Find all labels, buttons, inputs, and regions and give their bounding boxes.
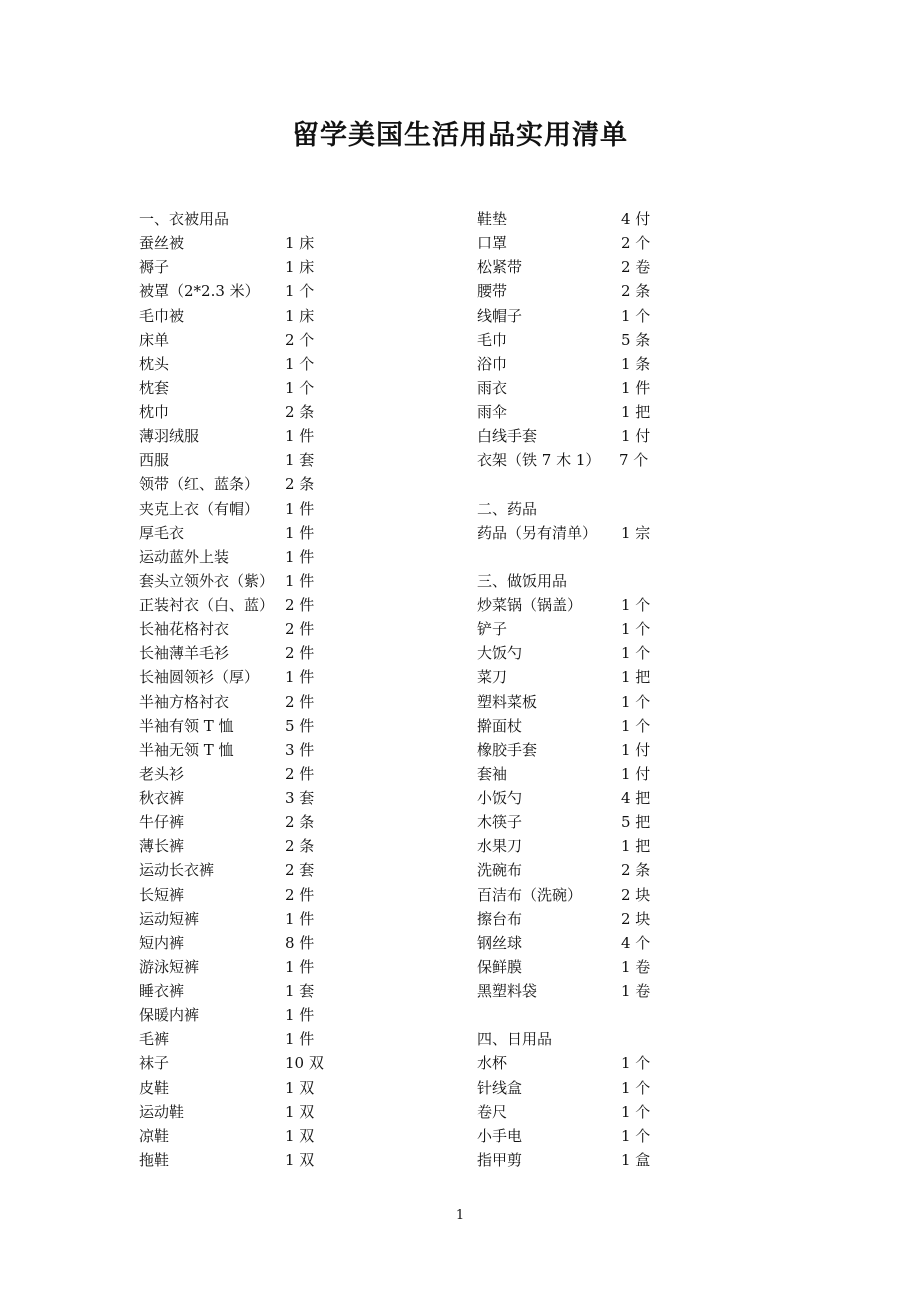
list-item [477, 255, 737, 279]
list-item [139, 255, 439, 279]
list-item [477, 207, 737, 231]
item-name: 擀面杖 [477, 716, 523, 735]
list-item [139, 400, 439, 424]
item-quantity: 1 床 [285, 306, 315, 325]
item-name: 半袖方格衬衣 [139, 692, 230, 711]
item-quantity: 2 件 [285, 644, 315, 663]
section-header [477, 569, 737, 593]
list-item [139, 231, 439, 255]
item-quantity: 1 床 [285, 234, 315, 253]
list-item [139, 810, 439, 834]
item-name: 长袖花格衬衣 [139, 620, 230, 639]
list-item [139, 738, 439, 762]
item-name: 雨衣 [477, 378, 508, 397]
item-quantity: 1 双 [285, 1150, 315, 1169]
list-item [139, 762, 439, 786]
list-item [477, 955, 737, 979]
item-quantity: 1 把 [621, 837, 651, 856]
item-quantity: 1 个 [621, 1126, 651, 1145]
item-quantity: 10 双 [285, 1054, 324, 1073]
item-quantity: 1 套 [285, 982, 315, 1000]
item-name: 袜子 [139, 1054, 170, 1073]
item-name: 短内裤 [139, 933, 185, 952]
item-name: 牛仔裤 [139, 813, 185, 832]
list-item [139, 328, 439, 352]
list-item [139, 304, 439, 328]
list-item [477, 617, 737, 641]
item-name: 菜刀 [477, 668, 508, 687]
list-item [139, 279, 439, 303]
item-name: 被罩（2*2.3 米） [139, 282, 260, 301]
item-name: 小饭勺 [477, 789, 523, 807]
item-quantity: 5 条 [621, 330, 651, 349]
item-name: 保鲜膜 [477, 957, 523, 976]
item-name: 药品（另有清单） [477, 523, 598, 542]
item-quantity: 1 套 [285, 451, 315, 470]
item-name: 鞋垫 [477, 210, 508, 228]
item-name: 枕巾 [139, 403, 170, 421]
item-name: 百洁布（洗碗） [477, 885, 583, 904]
item-name: 枕头 [139, 354, 170, 373]
item-quantity: 2 条 [285, 403, 315, 421]
section-title: 四、日用品 [477, 1030, 553, 1049]
item-name: 秋衣裤 [139, 789, 185, 807]
item-name: 浴巾 [477, 354, 508, 373]
list-item [477, 352, 737, 376]
right-column [477, 207, 737, 1172]
list-item [477, 738, 737, 762]
list-item [139, 907, 439, 931]
list-item [139, 448, 439, 472]
section-header [139, 207, 439, 231]
item-name: 夹克上衣（有帽） [139, 499, 260, 518]
item-quantity: 1 付 [621, 764, 651, 783]
item-quantity: 1 个 [621, 1054, 651, 1073]
list-item [139, 1100, 439, 1124]
item-quantity: 4 付 [621, 210, 651, 228]
item-quantity: 1 个 [621, 692, 651, 711]
list-item [477, 762, 737, 786]
list-item [477, 593, 737, 617]
item-name: 运动蓝外上装 [139, 547, 230, 566]
item-quantity: 7 个 [619, 451, 649, 470]
item-name: 木筷子 [477, 813, 523, 832]
list-item [477, 979, 737, 1003]
list-item [477, 424, 737, 448]
item-quantity: 1 件 [285, 1006, 315, 1025]
item-name: 运动长衣裤 [139, 861, 215, 880]
page-number: 1 [455, 1208, 465, 1223]
item-name: 长袖薄羊毛衫 [139, 644, 230, 663]
list-item [139, 1076, 439, 1100]
section-title: 一、衣被用品 [139, 210, 230, 228]
item-quantity: 4 个 [621, 933, 651, 952]
list-item [139, 376, 439, 400]
item-quantity: 1 付 [621, 427, 651, 446]
spacer-row [477, 545, 737, 569]
list-item [477, 304, 737, 328]
item-quantity: 1 件 [285, 427, 315, 446]
list-item [477, 883, 737, 907]
item-quantity: 2 件 [285, 885, 315, 904]
section-title: 二、药品 [477, 499, 538, 518]
list-item [139, 834, 439, 858]
item-quantity: 1 件 [285, 668, 315, 687]
item-quantity: 2 套 [285, 861, 315, 880]
item-quantity: 1 个 [621, 1078, 651, 1097]
list-item [477, 834, 737, 858]
item-quantity: 2 块 [621, 909, 651, 928]
list-item [139, 521, 439, 545]
item-name: 凉鞋 [139, 1126, 170, 1145]
item-quantity: 2 件 [285, 764, 315, 783]
item-quantity: 1 件 [285, 571, 315, 590]
item-quantity: 2 条 [285, 837, 315, 856]
list-item [139, 617, 439, 641]
list-item [139, 883, 439, 907]
item-quantity: 2 卷 [621, 258, 651, 277]
item-quantity: 2 件 [285, 692, 315, 711]
item-name: 口罩 [477, 234, 508, 253]
item-quantity: 1 双 [285, 1078, 315, 1097]
item-name: 西服 [139, 451, 170, 470]
item-name: 床单 [139, 330, 170, 349]
item-name: 水果刀 [477, 837, 523, 856]
list-item [477, 931, 737, 955]
item-name: 领带（红、蓝条） [139, 475, 260, 494]
item-quantity: 2 条 [285, 813, 315, 832]
list-item [477, 714, 737, 738]
section-title: 三、做饭用品 [477, 571, 568, 590]
item-quantity: 1 件 [285, 523, 315, 542]
item-name: 保暖内裤 [139, 1006, 200, 1025]
spacer-row [477, 1003, 737, 1027]
list-item [477, 1051, 737, 1075]
item-quantity: 1 卷 [621, 957, 651, 976]
item-name: 半袖无领 T 恤 [139, 740, 234, 759]
item-quantity: 1 床 [285, 258, 315, 277]
list-item [477, 907, 737, 931]
item-quantity: 1 个 [285, 378, 315, 397]
item-quantity: 2 件 [285, 596, 315, 614]
list-item [139, 979, 439, 1003]
list-item [477, 279, 737, 303]
page-title: 留学美国生活用品实用清单 [292, 120, 628, 151]
item-name: 游泳短裤 [139, 957, 200, 976]
list-item [139, 1148, 439, 1172]
item-quantity: 5 把 [621, 813, 651, 832]
list-item [139, 497, 439, 521]
list-item [139, 665, 439, 689]
item-quantity: 1 把 [621, 668, 651, 687]
item-name: 睡衣裤 [139, 982, 185, 1000]
item-quantity: 1 个 [621, 1102, 651, 1121]
item-quantity: 1 付 [621, 740, 651, 759]
item-quantity: 1 个 [621, 644, 651, 663]
item-name: 拖鞋 [139, 1150, 170, 1169]
item-name: 炒菜锅（锅盖） [477, 596, 583, 614]
list-item [139, 786, 439, 810]
item-quantity: 5 件 [285, 716, 315, 735]
item-quantity: 2 块 [621, 885, 651, 904]
list-item [139, 1124, 439, 1148]
item-name: 毛巾被 [139, 306, 185, 325]
item-name: 半袖有领 T 恤 [139, 716, 234, 735]
item-quantity: 1 件 [285, 1030, 315, 1049]
list-item [477, 1100, 737, 1124]
item-name: 松紧带 [477, 258, 523, 277]
item-quantity: 1 个 [285, 354, 315, 373]
list-item [139, 690, 439, 714]
item-quantity: 2 个 [285, 330, 315, 349]
list-item [139, 1051, 439, 1075]
item-name: 小手电 [477, 1126, 523, 1145]
item-name: 雨伞 [477, 403, 508, 421]
list-item [139, 472, 439, 496]
list-item [477, 858, 737, 882]
item-quantity: 1 双 [285, 1126, 315, 1145]
list-item [139, 352, 439, 376]
item-quantity: 1 条 [621, 354, 651, 373]
item-name: 擦台布 [477, 909, 523, 928]
item-name: 橡胶手套 [477, 740, 538, 759]
list-item [477, 1124, 737, 1148]
list-item [139, 424, 439, 448]
list-item [139, 593, 439, 617]
list-item [477, 810, 737, 834]
item-name: 钢丝球 [477, 933, 523, 952]
item-name: 白线手套 [477, 427, 538, 446]
item-name: 皮鞋 [139, 1078, 170, 1097]
item-quantity: 1 宗 [621, 523, 651, 542]
list-item [477, 521, 737, 545]
section-header [477, 1027, 737, 1051]
list-item [139, 931, 439, 955]
item-name: 洗碗布 [477, 861, 523, 880]
item-name: 线帽子 [477, 306, 523, 325]
item-quantity: 1 个 [621, 620, 651, 639]
item-quantity: 1 件 [285, 499, 315, 518]
item-name: 长短裤 [139, 885, 185, 904]
item-name: 套头立领外衣（紫） [139, 571, 275, 590]
list-item [477, 786, 737, 810]
item-name: 运动鞋 [139, 1102, 185, 1121]
list-item [139, 641, 439, 665]
item-name: 运动短裤 [139, 909, 200, 928]
list-item [477, 448, 737, 472]
item-quantity: 1 个 [621, 596, 651, 614]
item-quantity: 2 条 [621, 282, 651, 301]
item-quantity: 2 条 [621, 861, 651, 880]
list-item [139, 1027, 439, 1051]
item-quantity: 2 个 [621, 234, 651, 253]
list-item [139, 1003, 439, 1027]
list-item [139, 714, 439, 738]
item-quantity: 1 个 [621, 306, 651, 325]
list-item [139, 858, 439, 882]
item-quantity: 1 件 [285, 909, 315, 928]
item-name: 铲子 [477, 620, 508, 639]
item-quantity: 2 条 [285, 475, 315, 494]
item-quantity: 3 套 [285, 789, 315, 807]
item-name: 褥子 [139, 258, 170, 277]
item-name: 厚毛衣 [139, 523, 185, 542]
item-quantity: 2 件 [285, 620, 315, 639]
item-name: 正装衬衣（白、蓝） [139, 596, 275, 614]
list-item [477, 376, 737, 400]
list-item [139, 955, 439, 979]
section-header [477, 497, 737, 521]
list-item [139, 569, 439, 593]
list-item [477, 1076, 737, 1100]
list-item [477, 641, 737, 665]
item-quantity: 1 件 [285, 957, 315, 976]
list-item [477, 690, 737, 714]
item-quantity: 1 卷 [621, 982, 651, 1000]
item-quantity: 1 个 [285, 282, 315, 301]
item-quantity: 1 把 [621, 403, 651, 421]
item-quantity: 8 件 [285, 933, 315, 952]
item-name: 薄长裤 [139, 837, 185, 856]
item-name: 黑塑料袋 [477, 982, 538, 1000]
item-quantity: 4 把 [621, 789, 651, 807]
item-name: 塑料菜板 [477, 692, 538, 711]
item-name: 指甲剪 [477, 1150, 523, 1169]
item-name: 薄羽绒服 [139, 427, 200, 446]
item-name: 衣架（铁 7 木 1） [477, 451, 601, 470]
item-name: 毛巾 [477, 330, 508, 349]
item-name: 老头衫 [139, 764, 185, 783]
item-name: 套袖 [477, 764, 508, 783]
item-name: 水杯 [477, 1054, 508, 1073]
item-quantity: 1 件 [285, 547, 315, 566]
list-item [477, 400, 737, 424]
item-quantity: 3 件 [285, 740, 315, 759]
item-name: 蚕丝被 [139, 234, 185, 253]
item-name: 长袖圆领衫（厚） [139, 668, 260, 687]
list-item [477, 328, 737, 352]
item-name: 毛裤 [139, 1030, 170, 1049]
list-item [139, 545, 439, 569]
list-item [477, 231, 737, 255]
item-name: 腰带 [477, 282, 508, 301]
item-quantity: 1 件 [621, 378, 651, 397]
item-quantity: 1 双 [285, 1102, 315, 1121]
item-name: 枕套 [139, 378, 170, 397]
item-quantity: 1 盒 [621, 1150, 651, 1169]
item-name: 大饭勺 [477, 644, 523, 663]
left-column [139, 207, 439, 1172]
spacer-row [477, 472, 737, 496]
item-quantity: 1 个 [621, 716, 651, 735]
item-name: 卷尺 [477, 1102, 508, 1121]
item-name: 针线盒 [477, 1078, 523, 1097]
list-item [477, 665, 737, 689]
list-item [477, 1148, 737, 1172]
